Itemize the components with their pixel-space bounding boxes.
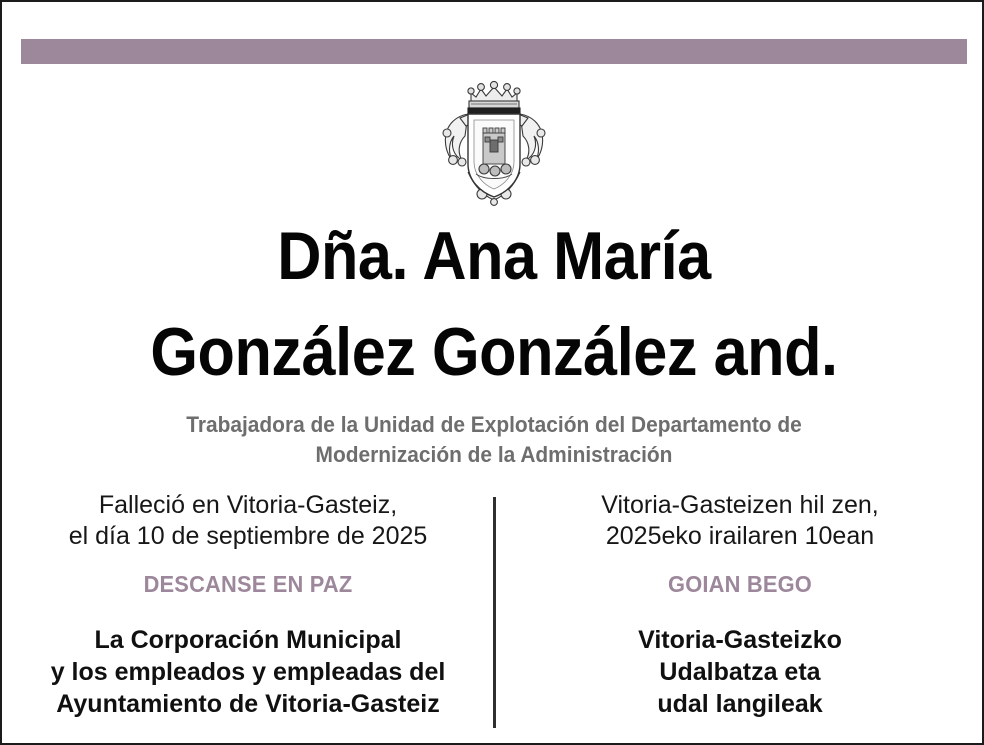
coat-of-arms-container xyxy=(2,76,984,208)
basque-signature-line-2: Udalbatza eta xyxy=(659,658,821,686)
spanish-column xyxy=(2,490,494,720)
spanish-death-line-2: el día 10 de septiembre de 2025 xyxy=(68,522,428,550)
accent-bar xyxy=(21,39,967,64)
basque-death-line-1: Vitoria-Gasteizen hil zen, xyxy=(601,491,879,519)
deceased-role-line-2: Modernización de la Administración xyxy=(315,442,673,467)
basque-signature-line-1: Vitoria-Gasteizko xyxy=(638,626,842,654)
basque-death-line-2: 2025eko irailaren 10ean xyxy=(605,522,875,550)
deceased-name-line-2: González González and. xyxy=(150,314,838,390)
column-divider xyxy=(493,497,496,728)
basque-column xyxy=(494,490,984,720)
deceased-name-line-1: Dña. Ana María xyxy=(277,218,711,294)
spanish-rest-in-peace: DESCANSE EN PAZ xyxy=(143,571,353,597)
basque-signature-line-3: udal langileak xyxy=(657,690,823,718)
deceased-role xyxy=(2,410,984,470)
deceased-name xyxy=(2,208,984,400)
basque-rest-in-peace: GOIAN BEGO xyxy=(668,571,812,597)
spanish-signature-line-3: Ayuntamiento de Vitoria-Gasteiz xyxy=(56,690,440,718)
spanish-signature-line-1: La Corporación Municipal xyxy=(94,626,402,654)
deceased-role-line-1: Trabajadora de la Unidad de Explotación del Departamento de xyxy=(186,412,802,437)
vitoria-gasteiz-coat-of-arms-icon xyxy=(438,76,550,208)
spanish-signature-line-2: y los empleados y empleadas del xyxy=(50,658,446,686)
spanish-signature xyxy=(20,624,476,720)
basque-signature xyxy=(512,624,968,720)
spanish-death-line-1: Falleció en Vitoria-Gasteiz, xyxy=(98,491,398,519)
